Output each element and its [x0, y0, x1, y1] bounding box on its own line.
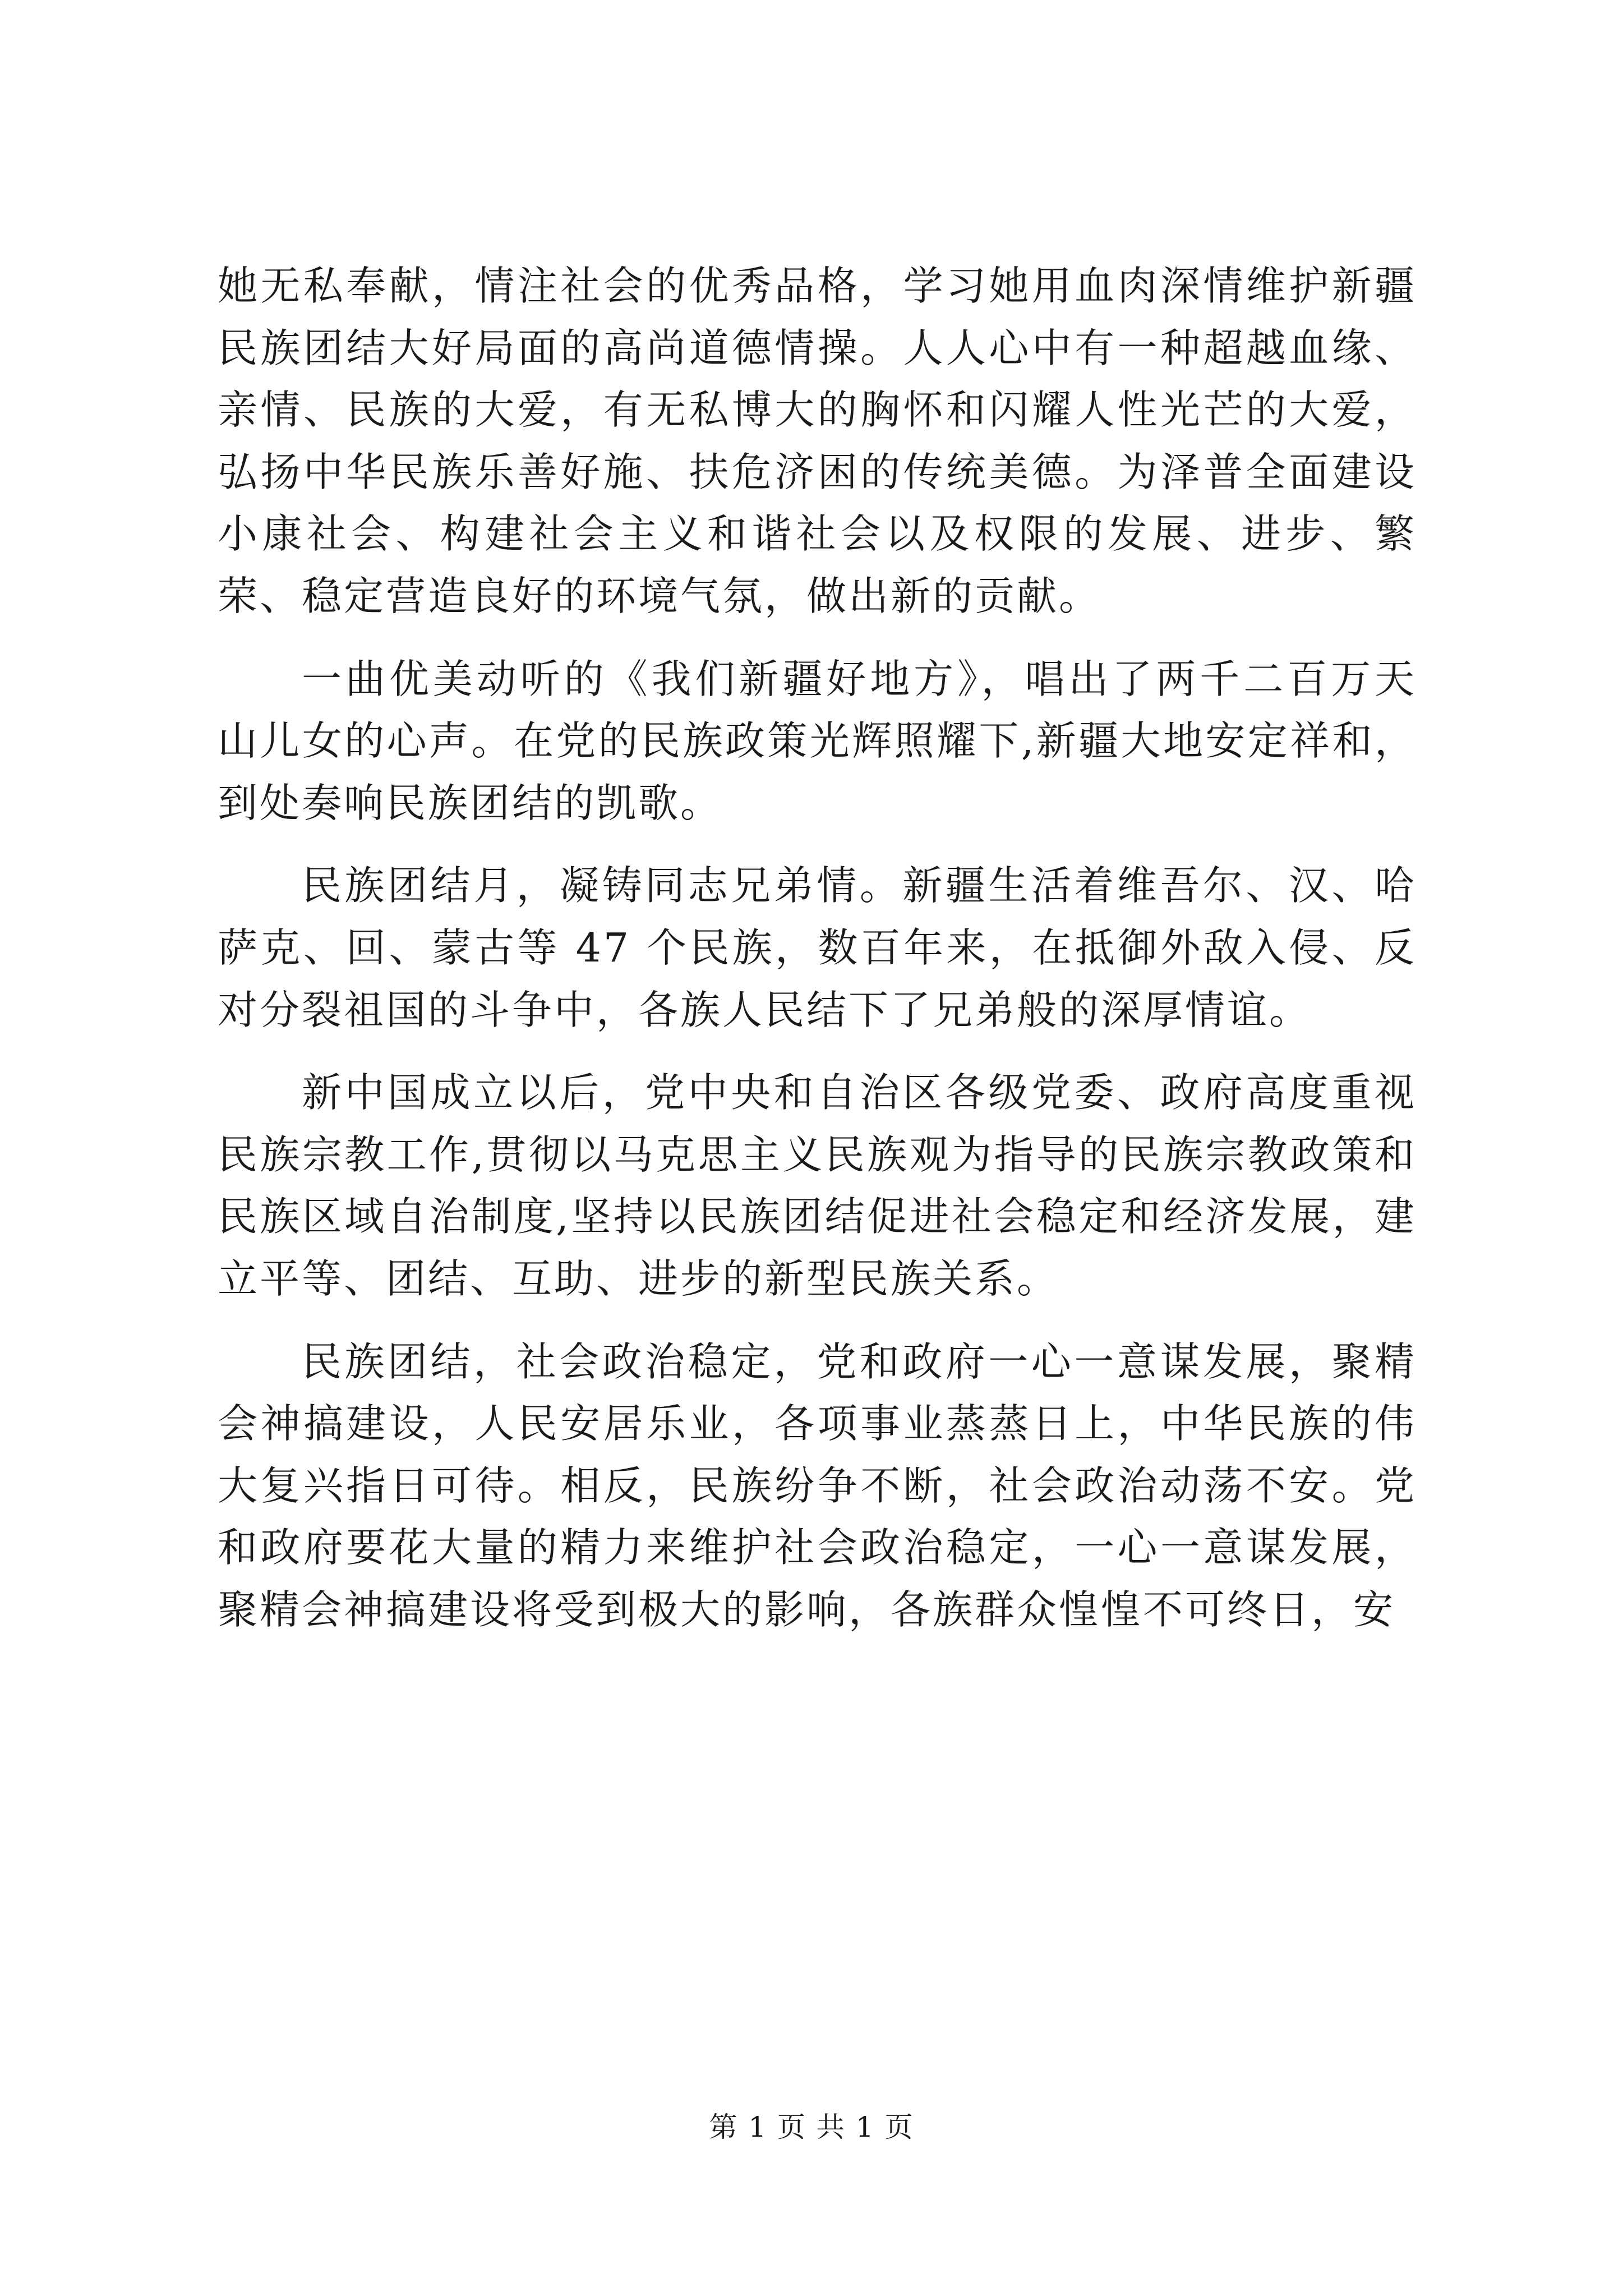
- paragraph-4: 新中国成立以后，党中央和自治区各级党委、政府高度重视民族宗教工作,贯彻以马克思主义民族观为指导的民族宗教政策和民族区域自治制度,坚持以民族团结促进社会稳定和经济发展，建立平等、团结、互助、进步的新型民族关系。: [218, 1069, 1417, 1302]
- paragraph-3: 民族团结月，凝铸同志兄弟情。新疆生活着维吾尔、汉、哈萨克、回、蒙古等 47 个民族，数百年来，在抵御外敌入侵、反对分裂祖国的斗争中，各族人民结下了兄弟般的深厚情谊。: [218, 862, 1417, 1033]
- paragraph-1: 她无私奉献，情注社会的优秀品格，学习她用血肉深情维护新疆民族团结大好局面的高尚道德情操。人人心中有一种超越血缘、亲情、民族的大爱，有无私博大的胸怀和闪耀人性光芒的大爱，弘扬中华民族乐善好施、扶危济困的传统美德。为泽普全面建设小康社会、构建社会主义和谐社会以及权限的发展、进步、繁荣、稳定营造良好的环境气氛，做出新的贡献。: [218, 263, 1417, 619]
- paragraph-2: 一曲优美动听的《我们新疆好地方》，唱出了两千二百万天山儿女的心声。在党的民族政策光辉照耀下,新疆大地安定祥和，到处奏响民族团结的凯歌。: [218, 655, 1417, 826]
- page-footer: 第 1 页 共 1 页: [709, 2111, 914, 2143]
- document-body: [218, 255, 1417, 1641]
- paragraph-5: 民族团结，社会政治稳定，党和政府一心一意谋发展，聚精会神搞建设，人民安居乐业，各项事业蒸蒸日上，中华民族的伟大复兴指日可待。相反，民族纷争不断，社会政治动荡不安。党和政府要花大量的精力来维护社会政治稳定，一心一意谋发展，聚精会神搞建设将受到极大的影响，各族群众惶惶不可终日，安: [218, 1338, 1417, 1633]
